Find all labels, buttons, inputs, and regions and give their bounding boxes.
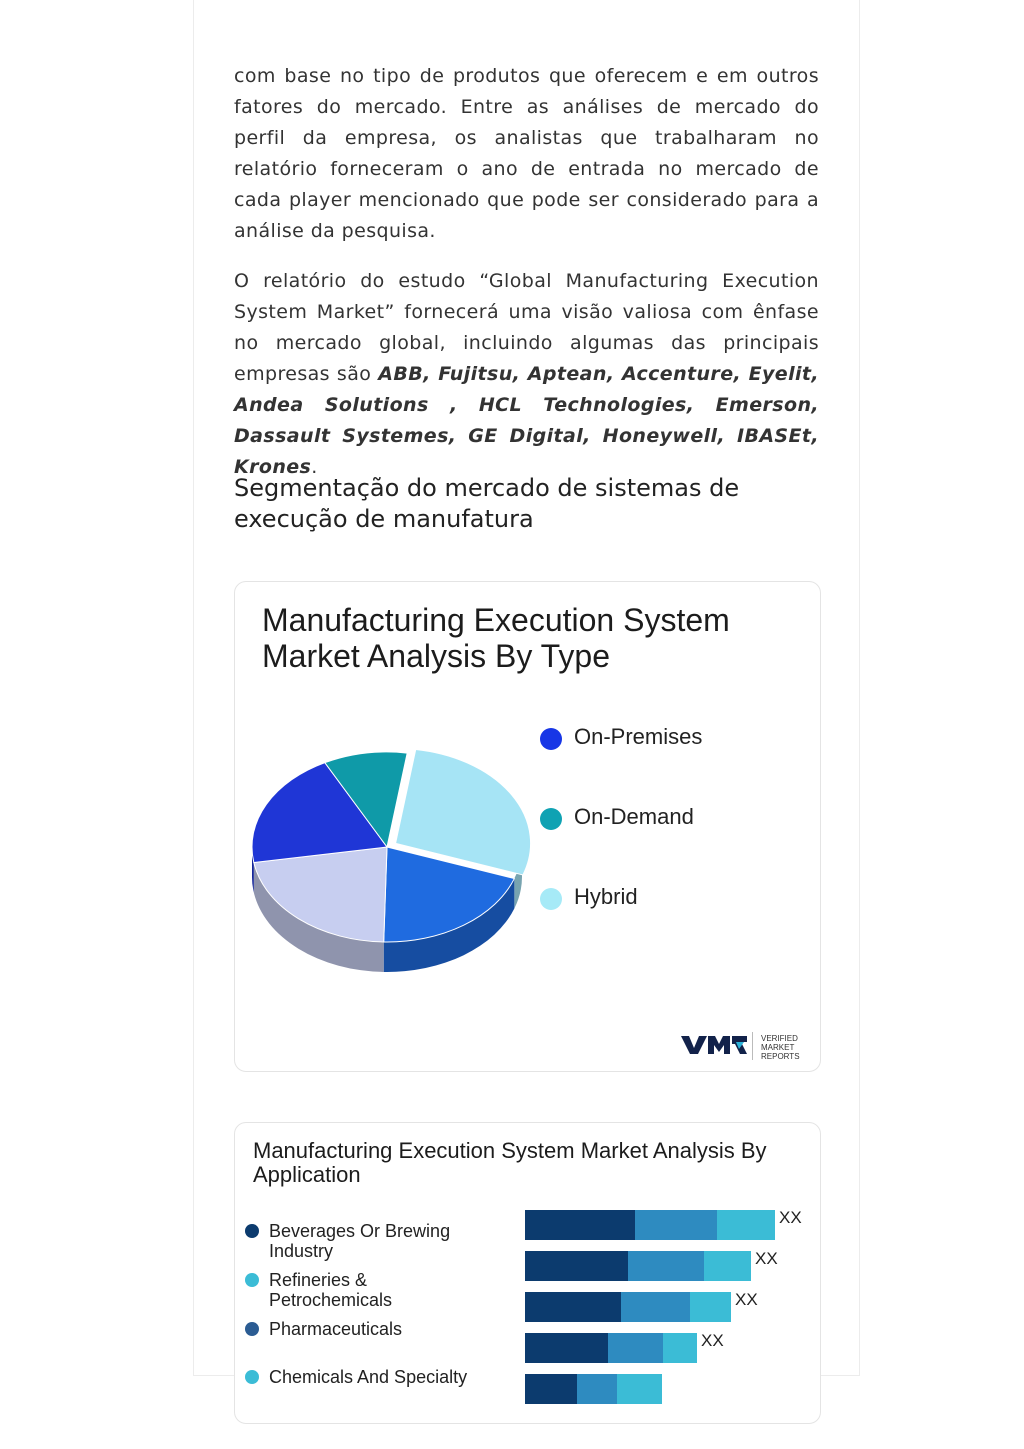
vmr-logo-separator (752, 1032, 753, 1060)
app-legend-label-pharmaceuticals: Pharmaceuticals (269, 1319, 403, 1339)
application-chart-card (234, 1122, 821, 1424)
legend-dot-on-premises (540, 728, 562, 750)
bar-2-segment-1 (621, 1292, 690, 1322)
legend-label-on-premises: On-Premises (574, 724, 703, 749)
bar-0-segment-2 (717, 1210, 775, 1240)
legend-dot-on-demand (540, 808, 562, 830)
bar-4-segment-1 (577, 1374, 617, 1404)
type-chart-title: Manufacturing Execution System Market Analysis By Type (262, 602, 730, 674)
type-chart-card (234, 581, 821, 1072)
bar-2-segment-0 (525, 1292, 621, 1322)
bar-1-segment-1 (628, 1251, 704, 1281)
paragraph-1: com base no tipo de produtos que oferecem e em outros fatores do mercado. Entre as análises de mercado do perfil da empresa, os analistas que trabalharam no relatório forneceram o ano de entrada no mercado de cada player mencionado que pode ser considerado para a análise da pesquisa. (234, 65, 819, 242)
bar-4-segment-2 (617, 1374, 662, 1404)
bar-1-segment-2 (704, 1251, 751, 1281)
paragraph-1-container (234, 61, 819, 247)
bar-1-segment-0 (525, 1251, 628, 1281)
paragraph-2-intro: O relatório do estudo “Global Manufacturing Execution System Market” fornecerá uma visão valiosa com ênfase no mercado global, incluindo algumas das principais empresas são (234, 270, 819, 385)
company-list: ABB, Fujitsu, Aptean, Accenture, Eyelit, Andea Solutions , HCL Technologies, Emerson, Dassault Systemes, GE Digital, Honeywell, IBASEt, Krones (234, 363, 819, 478)
paragraph-2 (234, 266, 819, 483)
paragraph-2-container (234, 266, 819, 483)
application-chart-title: Manufacturing Execution System Market Analysis By Application (253, 1138, 767, 1187)
bar-0-label: XX (779, 1208, 802, 1227)
legend-label-on-demand: On-Demand (574, 804, 694, 829)
type-pie-chart (235, 582, 820, 1071)
bar-3-label: XX (701, 1331, 724, 1350)
bar-2-segment-2 (690, 1292, 731, 1322)
section-heading: Segmentação do mercado de sistemas de execução de manufatura (234, 474, 740, 533)
vmr-logo-mark (681, 1034, 747, 1056)
bar-2-label: XX (735, 1290, 758, 1309)
heading-container (234, 473, 819, 535)
vmr-logo-text: VERIFIED MARKET REPORTS (761, 1034, 800, 1061)
page-sheet (193, 0, 860, 1387)
bar-3-segment-1 (608, 1333, 663, 1363)
legend-dot-hybrid (540, 888, 562, 910)
app-legend-label-beverages: Beverages Or Brewing Industry (269, 1221, 451, 1261)
bar-0-segment-0 (525, 1210, 635, 1240)
app-legend-label-refineries: Refineries & Petrochemicals (269, 1270, 393, 1310)
bar-0-segment-1 (635, 1210, 717, 1240)
bar-3-segment-0 (525, 1333, 608, 1363)
paragraph-2-end: . (311, 456, 318, 478)
app-legend-label-chemicals: Chemicals And Specialty (269, 1367, 468, 1387)
bar-4-segment-0 (525, 1374, 577, 1404)
legend-label-hybrid: Hybrid (574, 884, 638, 909)
application-bar-chart (235, 1123, 820, 1423)
bar-1-label: XX (755, 1249, 778, 1268)
bar-3-segment-2 (663, 1333, 697, 1363)
vmr-logo (681, 1032, 811, 1062)
